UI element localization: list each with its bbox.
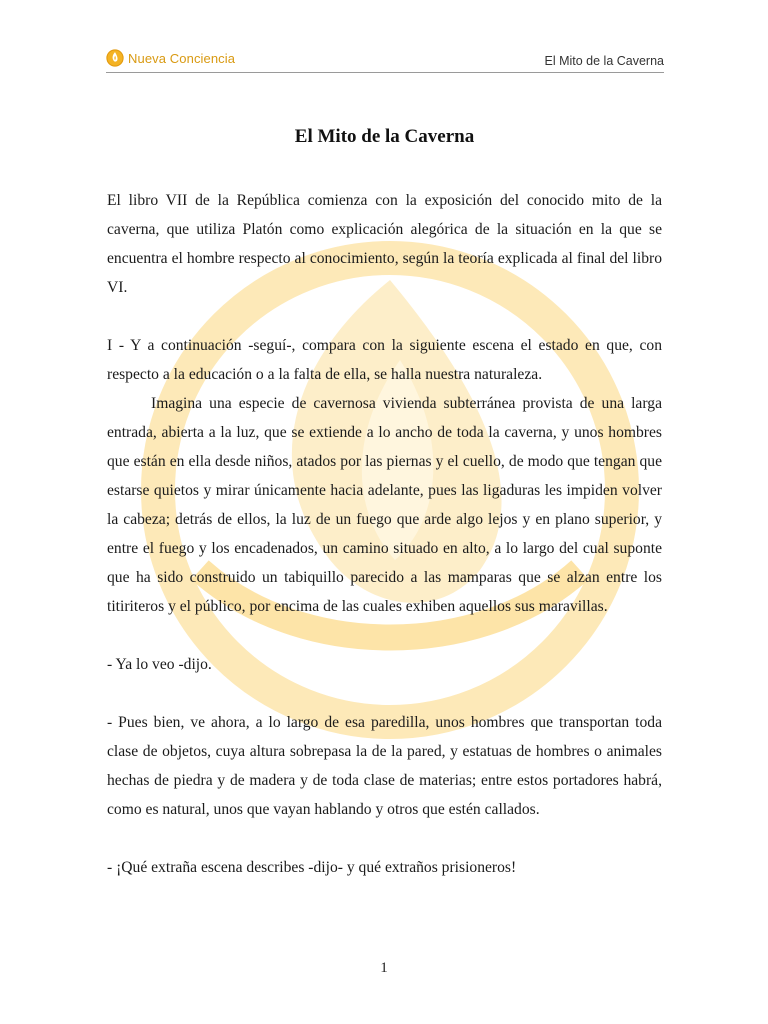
paragraph-cave-description: Imagina una especie de cavernosa vivienda subterránea provista de una larga entrada, abierta a la luz, que se extiende a lo ancho de toda la caverna, y unos hombres que están en ella desde niños, atados por las piernas y el cuello, de modo que tengan que estarse quietos y mirar únicamente hacia adelante, pues las ligaduras les impiden volver la cabeza; detrás de ellos, la luz de un fuego que arde algo lejos y en plano superior, y entre el fuego y los encadenados, un camino situado en alto, a lo largo del cual suponte que ha sido construido un tabiquillo parecido a las mamparas que se alzan entre los titiriteros y el público, por encima de las cuales exhiben aquellos sus maravillas.: [107, 395, 662, 615]
document-title: El Mito de la Caverna: [294, 126, 475, 147]
paragraph-dialogue-3: - Pues bien, ve ahora, a lo largo de esa paredilla, unos hombres que transportan toda clase de objetos, cuya altura sobrepasa la de la pared, y estatuas de hombres o animales hechas de piedra y de madera y de toda clase de materias; entre estos portadores habrá, como es natural, unos que vayan hablando y otros que estén callados.: [107, 714, 662, 818]
paragraph-dialogue-2: - Ya lo veo -dijo.: [107, 656, 212, 673]
document-body: [107, 118, 662, 882]
paragraph-intro: El libro VII de la República comienza con la exposición del conocido mito de la caverna, que utiliza Platón como explicación alegórica de la situación en la que se encuentra el hombre respecto al conocimiento, según la teoría explicada al final del libro VI.: [107, 192, 662, 296]
page-number: 1: [380, 960, 388, 976]
page-header: [106, 46, 664, 73]
paragraph-dialogue-1: I - Y a continuación -seguí-, compara con la siguiente escena el estado en que, con respecto a la educación o a la falta de ella, se halla nuestra naturaleza.: [107, 337, 662, 383]
brand: [106, 49, 235, 67]
paragraph-dialogue-4: - ¡Qué extraña escena describes -dijo- y qué extraños prisioneros!: [107, 859, 517, 876]
brand-name: Nueva Conciencia: [128, 50, 236, 66]
flame-logo-icon: [106, 49, 124, 67]
header-document-title: El Mito de la Caverna: [544, 54, 664, 68]
